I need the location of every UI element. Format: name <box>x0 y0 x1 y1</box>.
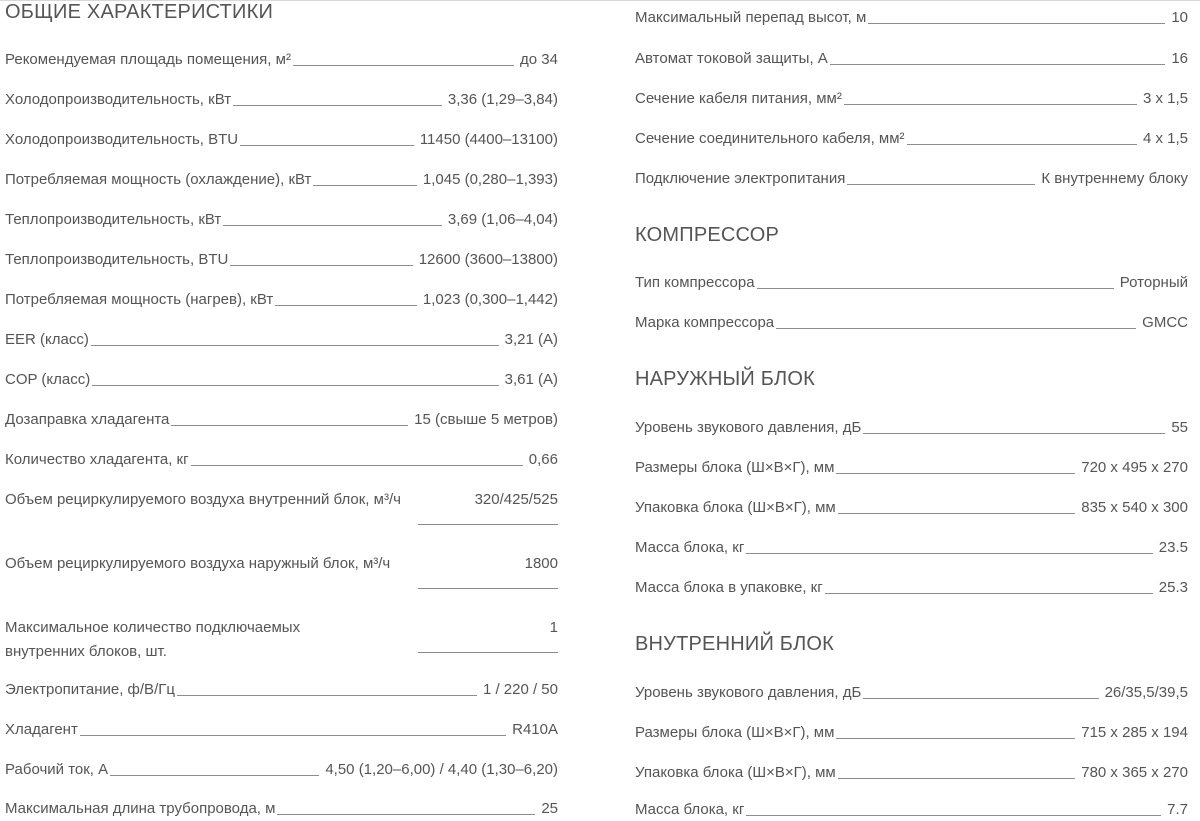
spec-row <box>5 680 558 700</box>
spec-label: COP (класс) <box>5 371 91 388</box>
leader-line <box>838 513 1076 514</box>
spec-label: Холодопроизводительность, кВт <box>5 91 232 108</box>
spec-row <box>5 130 558 150</box>
leader-line <box>191 465 523 466</box>
spec-row <box>635 49 1188 69</box>
leader-line <box>110 775 319 776</box>
spec-label: Максимальное количество подключаемых внутренних блоков, шт. <box>5 619 301 660</box>
spec-label: Максимальная длина трубопровода, м <box>5 800 276 817</box>
spec-value: 0,66 <box>528 451 558 468</box>
spec-label: Упаковка блока (Ш×В×Г), мм <box>635 499 836 516</box>
spec-value: 12600 (3600–13800) <box>418 251 558 268</box>
spec-row <box>635 800 1188 820</box>
spec-row <box>635 313 1188 333</box>
spec-row <box>635 169 1188 189</box>
leader-line <box>240 145 414 146</box>
spec-label: Сечение кабеля питания, мм² <box>635 90 842 107</box>
spec-value: 835 х 540 х 300 <box>1081 499 1188 516</box>
leader-line <box>746 553 1152 554</box>
spec-label: Масса блока в упаковке, кг <box>635 579 823 596</box>
spec-value: 7.7 <box>1167 801 1188 818</box>
spec-value: 3,36 (1,29–3,84) <box>447 91 558 108</box>
spec-row <box>5 250 558 270</box>
spec-label: Уровень звукового давления, дБ <box>635 419 862 436</box>
leader-line <box>863 433 1165 434</box>
spec-label: Количество хладагента, кг <box>5 451 189 468</box>
leader-line <box>80 735 506 736</box>
leader-line <box>277 814 535 815</box>
spec-value: 23.5 <box>1158 539 1188 556</box>
section-title-general: ОБЩИЕ ХАРАКТЕРИСТИКИ <box>5 1 274 23</box>
spec-value: до 34 <box>520 51 558 68</box>
spec-row <box>635 458 1188 478</box>
leader-line <box>776 328 1136 329</box>
spec-row <box>5 410 558 430</box>
spec-row <box>635 8 1188 28</box>
spec-label: Рекомендуемая площадь помещения, м² <box>5 51 291 68</box>
spec-value: 715 х 285 х 194 <box>1081 724 1188 741</box>
spec-row <box>5 450 558 470</box>
spec-value: 1 / 220 / 50 <box>482 681 558 698</box>
leader-line <box>847 184 1035 185</box>
leader-line <box>418 652 558 653</box>
spec-label: Рабочий ток, А <box>5 761 109 778</box>
spec-value: 11450 (4400–13100) <box>419 131 558 148</box>
spec-label: Потребляемая мощность (нагрев), кВт <box>5 291 274 308</box>
spec-label: Потребляемая мощность (охлаждение), кВт <box>5 171 312 188</box>
leader-line <box>233 105 442 106</box>
spec-value: Роторный <box>1119 274 1188 291</box>
leader-line <box>177 695 477 696</box>
leader-line <box>418 588 558 589</box>
spec-label: Упаковка блока (Ш×В×Г), мм <box>635 764 836 781</box>
spec-row <box>5 210 558 230</box>
leader-line <box>418 524 558 525</box>
leader-line <box>746 815 1161 816</box>
spec-label: Дозаправка хладагента <box>5 411 170 428</box>
spec-label: Размеры блока (Ш×В×Г), мм <box>635 724 835 741</box>
spec-row <box>635 89 1188 109</box>
leader-line <box>863 698 1098 699</box>
spec-value: 25.3 <box>1158 579 1188 596</box>
spec-label: Уровень звукового давления, дБ <box>635 684 862 701</box>
spec-value: 26/35,5/39,5 <box>1104 684 1188 701</box>
spec-row <box>635 498 1188 518</box>
spec-label: EER (класс) <box>5 331 89 348</box>
spec-label: Тип компрессора <box>635 274 755 291</box>
spec-row <box>635 723 1188 743</box>
spec-row <box>635 578 1188 598</box>
spec-row <box>635 129 1188 149</box>
spec-label: Теплопроизводительность, кВт <box>5 211 222 228</box>
spec-value: 320/425/525 <box>474 491 558 508</box>
leader-line <box>293 65 514 66</box>
spec-row <box>635 683 1188 703</box>
leader-line <box>275 305 417 306</box>
leader-line <box>868 23 1165 24</box>
leader-line <box>313 185 416 186</box>
spec-value: 15 (свыше 5 метров) <box>414 411 558 428</box>
spec-label: Теплопроизводительность, BTU <box>5 251 229 268</box>
spec-value: 1,023 (0,300–1,442) <box>422 291 558 308</box>
spec-row <box>5 799 558 819</box>
spec-label: Подключение электропитания <box>635 170 846 187</box>
leader-line <box>836 738 1075 739</box>
spec-value: 780 х 365 х 270 <box>1081 764 1188 781</box>
spec-value: 3 х 1,5 <box>1142 90 1188 107</box>
spec-value: 3,21 (A) <box>504 331 558 348</box>
spec-value: 720 х 495 х 270 <box>1081 459 1188 476</box>
spec-label: Масса блока, кг <box>635 539 745 556</box>
section-title-compressor: КОМПРЕССОР <box>635 224 780 246</box>
spec-value: R410A <box>512 721 558 738</box>
leader-line <box>91 345 499 346</box>
section-title-outdoor: НАРУЖНЫЙ БЛОК <box>635 368 815 390</box>
spec-label: Объем рециркулируемого воздуха внутренний блок, м³/ч <box>5 491 401 508</box>
spec-row <box>5 616 558 664</box>
spec-row <box>5 370 558 390</box>
leader-line <box>907 144 1137 145</box>
spec-row <box>5 720 558 740</box>
leader-line <box>230 265 412 266</box>
leader-line <box>825 593 1153 594</box>
leader-line <box>838 778 1076 779</box>
leader-line <box>171 425 408 426</box>
spec-row <box>5 552 558 600</box>
spec-label: Электропитание, ф/В/Гц <box>5 681 175 698</box>
leader-line <box>830 64 1166 65</box>
spec-row <box>5 170 558 190</box>
leader-line <box>757 288 1114 289</box>
spec-row <box>635 538 1188 558</box>
spec-value: 16 <box>1171 50 1188 67</box>
section-title-indoor: ВНУТРЕННИЙ БЛОК <box>635 633 835 655</box>
spec-label: Холодопроизводительность, BTU <box>5 131 239 148</box>
spec-row <box>5 760 558 780</box>
spec-row <box>5 488 558 536</box>
leader-line <box>92 385 498 386</box>
spec-value: 1800 <box>524 555 558 572</box>
leader-line <box>836 473 1075 474</box>
spec-label: Масса блока, кг <box>635 801 745 818</box>
spec-label: Максимальный перепад высот, м <box>635 9 867 26</box>
spec-value: 55 <box>1171 419 1188 436</box>
spec-value: К внутреннему блоку <box>1041 170 1188 187</box>
spec-value: 25 <box>541 800 558 817</box>
spec-label: Сечение соединительного кабеля, мм² <box>635 130 905 147</box>
spec-value: 3,69 (1,06–4,04) <box>447 211 558 228</box>
spec-label: Объем рециркулируемого воздуха наружный блок, м³/ч <box>5 555 391 572</box>
spec-row <box>635 418 1188 438</box>
spec-value: 1 <box>549 619 558 636</box>
spec-label: Хладагент <box>5 721 78 738</box>
spec-label: Размеры блока (Ш×В×Г), мм <box>635 459 835 476</box>
spec-row <box>5 290 558 310</box>
spec-value: GMCC <box>1142 314 1188 331</box>
spec-label: Марка компрессора <box>635 314 775 331</box>
spec-row <box>635 763 1188 783</box>
spec-value: 10 <box>1171 9 1188 26</box>
spec-row <box>5 330 558 350</box>
spec-value: 3,61 (A) <box>504 371 558 388</box>
spec-value: 1,045 (0,280–1,393) <box>422 171 558 188</box>
spec-row <box>5 50 558 70</box>
leader-line <box>844 104 1137 105</box>
spec-row <box>635 273 1188 293</box>
spec-row <box>5 90 558 110</box>
spec-value: 4 х 1,5 <box>1142 130 1188 147</box>
spec-value: 4,50 (1,20–6,00) / 4,40 (1,30–6,20) <box>325 761 558 778</box>
leader-line <box>223 225 442 226</box>
spec-label: Автомат токовой защиты, А <box>635 50 828 67</box>
